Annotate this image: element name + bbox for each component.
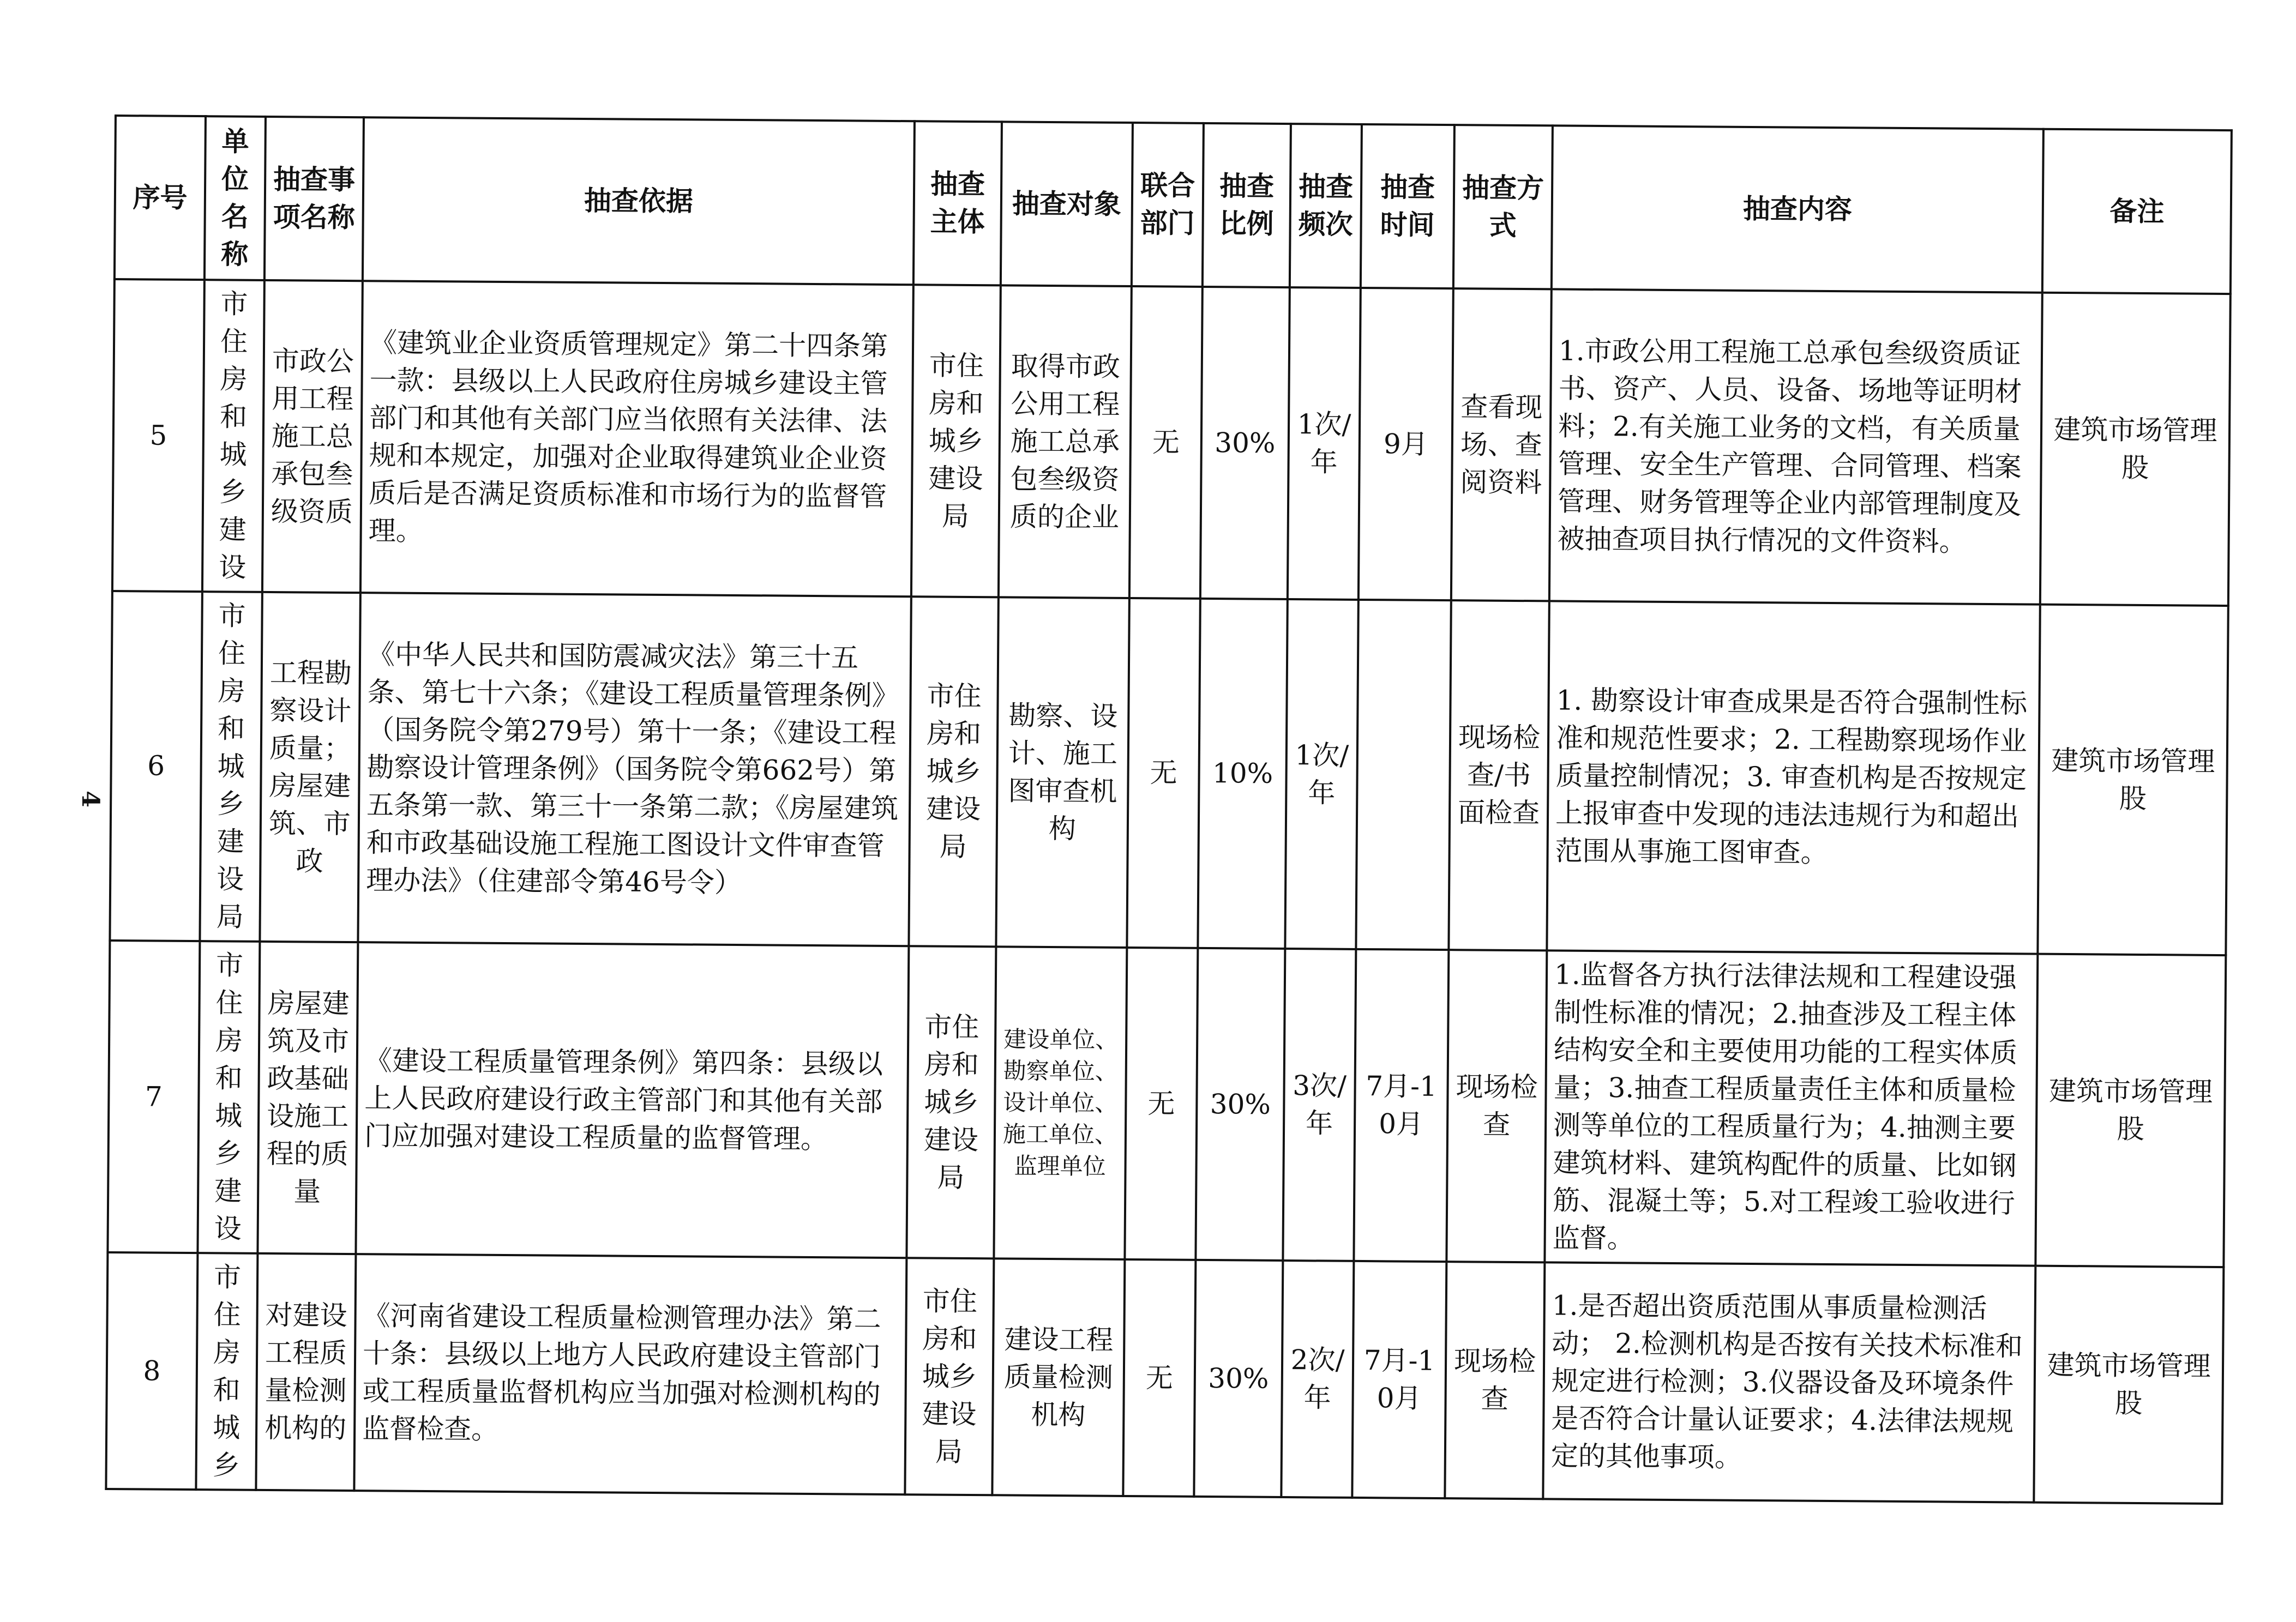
cell-seq: 7 xyxy=(107,940,200,1253)
cell-freq: 1次/年 xyxy=(1288,287,1361,600)
cell-content: 1.市政公用工程施工总承包叁级资质证书、资产、人员、设备、场地等证明材料；2.有关施工业务的文档，有关质量管理、安全生产管理、合同管理、档案管理、财务管理等企业内部管理制度及被抽查项目执行情况的文件资料。 xyxy=(1549,289,2042,604)
header-seq: 序号 xyxy=(115,116,206,280)
cell-basis: 《中华人民共和国防震减灾法》第三十五条、第七十六条；《建设工程质量管理条例》（国务院令第279号）第十一条；《建设工程勘察设计管理条例》（国务院令第662号）第五条第一款、第三十一条第二款；《房屋建筑和市政基础设施工程施工图设计文件审查管理办法》（住建部令第46号令） xyxy=(358,593,911,946)
inspection-table xyxy=(105,114,2233,1505)
cell-joint: 无 xyxy=(1125,948,1198,1260)
cell-remark: 建筑市场管理股 xyxy=(2034,1266,2223,1504)
cell-target: 建设工程质量检测机构 xyxy=(992,1258,1125,1496)
cell-seq: 5 xyxy=(112,279,205,592)
cell-subject: 市住房和城乡建设局 xyxy=(906,946,996,1258)
header-basis: 抽查依据 xyxy=(363,117,915,285)
cell-freq: 2次/年 xyxy=(1281,1261,1354,1498)
cell-subject: 市住房和城乡建设局 xyxy=(905,1258,994,1495)
cell-basis: 《河南省建设工程质量检测管理办法》第二十条：县级以上地方人民政府建设主管部门或工程质量监督机构应当加强对检测机构的监督检查。 xyxy=(354,1254,906,1494)
header-item: 抽查事项名称 xyxy=(265,117,364,281)
cell-joint: 无 xyxy=(1129,286,1203,599)
header-content: 抽查内容 xyxy=(1552,125,2043,292)
cell-joint: 无 xyxy=(1123,1259,1195,1497)
cell-content: 1.监督各方执行法律法规和工程建设强制性标准的情况；2.抽查涉及工程主体结构安全和主要使用功能的工程实体质量；3.抽查工程质量责任主体和质量检测等单位的工程质量行为；4.抽测主要建筑材料、建筑构配件的质量、比如钢筋、混凝土等；5.对工程竣工验收进行监督。 xyxy=(1544,950,2037,1265)
cell-freq: 1次/年 xyxy=(1285,599,1358,949)
cell-method: 现场检查 xyxy=(1445,1262,1544,1499)
cell-time: 7月-10月 xyxy=(1352,1261,1446,1498)
cell-target: 建设单位、勘察单位、设计单位、施工单位、监理单位 xyxy=(994,946,1127,1259)
cell-remark: 建筑市场管理股 xyxy=(2040,293,2231,606)
table-row xyxy=(110,591,2228,955)
cell-time: 9月 xyxy=(1359,288,1453,600)
cell-time xyxy=(1356,600,1451,950)
header-unit: 单位名称 xyxy=(205,116,266,280)
table-row xyxy=(106,1252,2223,1504)
cell-time: 7月-10月 xyxy=(1354,949,1448,1262)
cell-ratio: 30% xyxy=(1195,948,1285,1261)
cell-item: 对建设工程质量检测机构的 xyxy=(256,1253,356,1491)
cell-subject: 市住房和城乡建设局 xyxy=(909,596,998,946)
header-method: 抽查方式 xyxy=(1453,125,1553,289)
cell-target: 取得市政公用工程施工总承包叁级资质的企业 xyxy=(999,285,1132,598)
cell-method: 现场检查 xyxy=(1446,950,1547,1262)
cell-seq: 8 xyxy=(106,1252,197,1490)
cell-ratio: 10% xyxy=(1198,599,1287,949)
header-ratio: 抽查比例 xyxy=(1203,123,1291,287)
cell-unit: 市住房和城乡 xyxy=(196,1253,257,1490)
cell-item: 房屋建筑及市政基础设施工程的质量 xyxy=(257,942,358,1254)
cell-target: 勘察、设计、施工图审查机构 xyxy=(996,597,1129,948)
cell-joint: 无 xyxy=(1127,598,1200,948)
cell-content: 1.是否超出资质范围从事质量检测活动； 2.检测机构是否按有关技术标准和规定进行检测；3.仪器设备及环境条件是否符合计量认证要求；4.法律法规规定的其他事项。 xyxy=(1543,1262,2035,1502)
cell-freq: 3次/年 xyxy=(1283,949,1356,1261)
cell-unit: 市住房和城乡建设 xyxy=(197,941,260,1253)
table-row xyxy=(107,940,2226,1267)
cell-item: 工程勘察设计质量；房屋建筑、市政 xyxy=(260,592,360,942)
cell-seq: 6 xyxy=(110,591,202,941)
cell-ratio: 30% xyxy=(1194,1260,1283,1497)
table-header-row xyxy=(115,116,2232,294)
cell-basis: 《建筑业企业资质管理规定》第二十四条第一款：县级以上人民政府住房城乡建设主管部门和其他有关部门应当依照有关法律、法规和本规定，加强对企业取得建筑业企业资质后是否满足资质标准和市场行为的监督管理。 xyxy=(360,281,913,596)
header-freq: 抽查频次 xyxy=(1290,124,1362,288)
cell-subject: 市住房和城乡建设局 xyxy=(911,285,1001,597)
header-remark: 备注 xyxy=(2042,129,2232,294)
cell-content: 1. 勘察设计审查成果是否符合强制性标准和规范性要求；2. 工程勘察现场作业质量控制情况；3. 审查机构是否按规定上报审查中发现的违法违规行为和超出范围从事施工图审查。 xyxy=(1547,601,2040,954)
cell-unit: 市住房和城乡建设 xyxy=(202,280,265,592)
cell-ratio: 30% xyxy=(1200,287,1290,599)
header-subject: 抽查主体 xyxy=(913,121,1002,285)
cell-remark: 建筑市场管理股 xyxy=(2037,605,2228,955)
cell-unit: 市住房和城乡建设局 xyxy=(200,592,262,942)
cell-basis: 《建设工程质量管理条例》第四条：县级以上人民政府建设行政主管部门和其他有关部门应加强对建设工程质量的监督管理。 xyxy=(356,942,909,1258)
header-time: 抽查时间 xyxy=(1361,124,1454,288)
table-row xyxy=(112,279,2231,606)
header-joint: 联合部门 xyxy=(1132,123,1204,287)
cell-method: 查看现场、查阅资料 xyxy=(1451,288,1552,601)
page-number: 4 xyxy=(76,791,104,807)
cell-remark: 建筑市场管理股 xyxy=(2035,954,2226,1267)
cell-method: 现场检查/书面检查 xyxy=(1448,600,1549,950)
cell-item: 市政公用工程施工总承包叁级资质 xyxy=(262,280,363,593)
header-target: 抽查对象 xyxy=(1001,122,1133,286)
